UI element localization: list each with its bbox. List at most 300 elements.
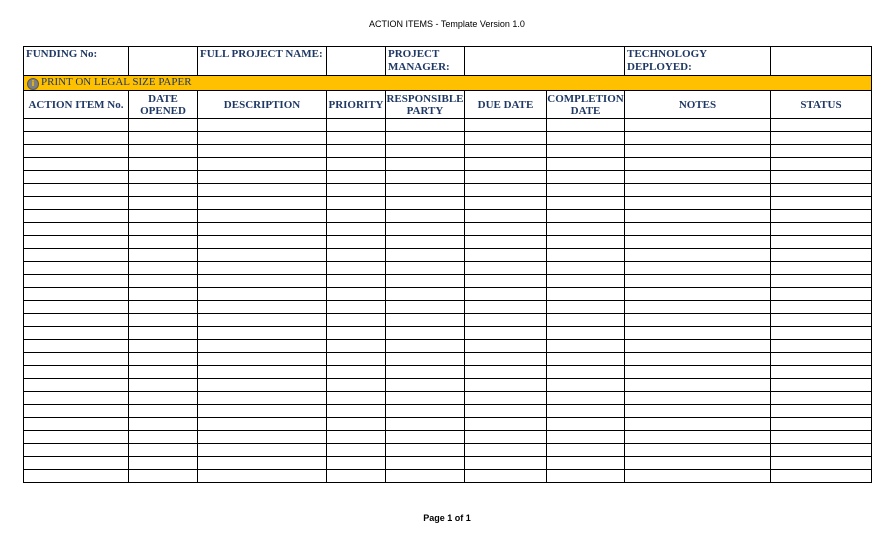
column-header-status: STATUS [771, 91, 872, 119]
print-notice [24, 76, 872, 91]
cell-notes[interactable] [625, 353, 771, 366]
cell-priority[interactable] [327, 197, 386, 210]
cell-status[interactable] [771, 236, 872, 249]
cell-priority[interactable] [327, 119, 386, 132]
cell-status[interactable] [771, 275, 872, 288]
cell-action-item-no[interactable] [24, 444, 129, 457]
table-row [24, 327, 872, 340]
cell-responsible-party[interactable] [386, 288, 465, 301]
cell-date-opened[interactable] [129, 444, 198, 457]
cell-status[interactable] [771, 262, 872, 275]
cell-completion-date[interactable] [547, 158, 625, 171]
cell-action-item-no[interactable] [24, 197, 129, 210]
table-row [24, 262, 872, 275]
cell-completion-date[interactable] [547, 405, 625, 418]
cell-action-item-no[interactable] [24, 210, 129, 223]
cell-responsible-party[interactable] [386, 171, 465, 184]
cell-status[interactable] [771, 249, 872, 262]
cell-status[interactable] [771, 457, 872, 470]
table-row [24, 158, 872, 171]
table-row [24, 366, 872, 379]
cell-status[interactable] [771, 392, 872, 405]
cell-due-date[interactable] [465, 145, 547, 158]
cell-notes[interactable] [625, 457, 771, 470]
cell-notes[interactable] [625, 405, 771, 418]
cell-status[interactable] [771, 366, 872, 379]
cell-priority[interactable] [327, 262, 386, 275]
cell-status[interactable] [771, 184, 872, 197]
cell-date-opened[interactable] [129, 379, 198, 392]
table-row [24, 340, 872, 353]
cell-responsible-party[interactable] [386, 431, 465, 444]
cell-due-date[interactable] [465, 184, 547, 197]
cell-due-date[interactable] [465, 288, 547, 301]
cell-date-opened[interactable] [129, 210, 198, 223]
cell-notes[interactable] [625, 210, 771, 223]
cell-description[interactable] [198, 236, 327, 249]
cell-action-item-no[interactable] [24, 327, 129, 340]
cell-completion-date[interactable] [547, 353, 625, 366]
cell-completion-date[interactable] [547, 249, 625, 262]
cell-description[interactable] [198, 327, 327, 340]
cell-status[interactable] [771, 353, 872, 366]
cell-status[interactable] [771, 405, 872, 418]
cell-action-item-no[interactable] [24, 184, 129, 197]
cell-description[interactable] [198, 223, 327, 236]
cell-priority[interactable] [327, 405, 386, 418]
cell-responsible-party[interactable] [386, 275, 465, 288]
cell-action-item-no[interactable] [24, 353, 129, 366]
cell-due-date[interactable] [465, 470, 547, 483]
cell-due-date[interactable] [465, 340, 547, 353]
cell-date-opened[interactable] [129, 353, 198, 366]
project-manager-label: PROJECT MANAGER: [386, 47, 465, 76]
cell-completion-date[interactable] [547, 470, 625, 483]
cell-date-opened[interactable] [129, 457, 198, 470]
cell-notes[interactable] [625, 184, 771, 197]
cell-responsible-party[interactable] [386, 223, 465, 236]
cell-priority[interactable] [327, 210, 386, 223]
cell-responsible-party[interactable] [386, 457, 465, 470]
cell-completion-date[interactable] [547, 236, 625, 249]
cell-due-date[interactable] [465, 223, 547, 236]
cell-notes[interactable] [625, 301, 771, 314]
cell-status[interactable] [771, 301, 872, 314]
cell-due-date[interactable] [465, 158, 547, 171]
cell-completion-date[interactable] [547, 223, 625, 236]
cell-priority[interactable] [327, 366, 386, 379]
cell-status[interactable] [771, 288, 872, 301]
cell-status[interactable] [771, 119, 872, 132]
cell-description[interactable] [198, 444, 327, 457]
cell-notes[interactable] [625, 275, 771, 288]
cell-responsible-party[interactable] [386, 470, 465, 483]
cell-notes[interactable] [625, 327, 771, 340]
cell-action-item-no[interactable] [24, 223, 129, 236]
cell-completion-date[interactable] [547, 275, 625, 288]
cell-notes[interactable] [625, 158, 771, 171]
column-header-notes: NOTES [625, 91, 771, 119]
cell-description[interactable] [198, 158, 327, 171]
cell-due-date[interactable] [465, 353, 547, 366]
cell-action-item-no[interactable] [24, 288, 129, 301]
cell-date-opened[interactable] [129, 288, 198, 301]
cell-priority[interactable] [327, 132, 386, 145]
cell-action-item-no[interactable] [24, 379, 129, 392]
column-header-row [24, 91, 872, 119]
cell-notes[interactable] [625, 262, 771, 275]
page-title: ACTION ITEMS - Template Version 1.0 [369, 19, 525, 29]
cell-date-opened[interactable] [129, 197, 198, 210]
cell-priority[interactable] [327, 392, 386, 405]
cell-responsible-party[interactable] [386, 210, 465, 223]
cell-action-item-no[interactable] [24, 340, 129, 353]
cell-due-date[interactable] [465, 392, 547, 405]
cell-completion-date[interactable] [547, 340, 625, 353]
cell-priority[interactable] [327, 340, 386, 353]
cell-date-opened[interactable] [129, 340, 198, 353]
cell-status[interactable] [771, 145, 872, 158]
cell-due-date[interactable] [465, 457, 547, 470]
cell-date-opened[interactable] [129, 145, 198, 158]
cell-status[interactable] [771, 418, 872, 431]
cell-action-item-no[interactable] [24, 119, 129, 132]
cell-description[interactable] [198, 184, 327, 197]
cell-responsible-party[interactable] [386, 301, 465, 314]
cell-responsible-party[interactable] [386, 405, 465, 418]
cell-description[interactable] [198, 132, 327, 145]
column-header-description: DESCRIPTION [198, 91, 327, 119]
table-row [24, 457, 872, 470]
cell-notes[interactable] [625, 418, 771, 431]
cell-completion-date[interactable] [547, 210, 625, 223]
info-icon: i [27, 78, 39, 90]
cell-action-item-no[interactable] [24, 457, 129, 470]
table-row [24, 132, 872, 145]
cell-description[interactable] [198, 392, 327, 405]
cell-description[interactable] [198, 301, 327, 314]
cell-priority[interactable] [327, 418, 386, 431]
cell-status[interactable] [771, 223, 872, 236]
cell-priority[interactable] [327, 171, 386, 184]
cell-action-item-no[interactable] [24, 236, 129, 249]
table-row [24, 405, 872, 418]
cell-responsible-party[interactable] [386, 184, 465, 197]
cell-completion-date[interactable] [547, 171, 625, 184]
cell-completion-date[interactable] [547, 132, 625, 145]
cell-action-item-no[interactable] [24, 145, 129, 158]
cell-notes[interactable] [625, 314, 771, 327]
cell-notes[interactable] [625, 223, 771, 236]
cell-description[interactable] [198, 340, 327, 353]
cell-description[interactable] [198, 457, 327, 470]
cell-completion-date[interactable] [547, 119, 625, 132]
cell-completion-date[interactable] [547, 262, 625, 275]
cell-description[interactable] [198, 431, 327, 444]
cell-priority[interactable] [327, 275, 386, 288]
cell-date-opened[interactable] [129, 327, 198, 340]
cell-responsible-party[interactable] [386, 353, 465, 366]
cell-date-opened[interactable] [129, 418, 198, 431]
cell-completion-date[interactable] [547, 392, 625, 405]
cell-priority[interactable] [327, 327, 386, 340]
cell-description[interactable] [198, 210, 327, 223]
cell-status[interactable] [771, 327, 872, 340]
cell-notes[interactable] [625, 431, 771, 444]
cell-responsible-party[interactable] [386, 418, 465, 431]
table-row [24, 470, 872, 483]
table-row [24, 210, 872, 223]
cell-responsible-party[interactable] [386, 158, 465, 171]
cell-date-opened[interactable] [129, 314, 198, 327]
cell-due-date[interactable] [465, 405, 547, 418]
cell-responsible-party[interactable] [386, 340, 465, 353]
cell-priority[interactable] [327, 457, 386, 470]
cell-description[interactable] [198, 119, 327, 132]
cell-notes[interactable] [625, 444, 771, 457]
cell-action-item-no[interactable] [24, 301, 129, 314]
table-row [24, 444, 872, 457]
cell-notes[interactable] [625, 340, 771, 353]
cell-date-opened[interactable] [129, 392, 198, 405]
cell-due-date[interactable] [465, 171, 547, 184]
cell-responsible-party[interactable] [386, 262, 465, 275]
cell-responsible-party[interactable] [386, 249, 465, 262]
cell-action-item-no[interactable] [24, 431, 129, 444]
cell-completion-date[interactable] [547, 145, 625, 158]
cell-due-date[interactable] [465, 275, 547, 288]
table-row [24, 301, 872, 314]
cell-priority[interactable] [327, 236, 386, 249]
cell-priority[interactable] [327, 314, 386, 327]
project-manager-value-cell[interactable] [465, 47, 625, 76]
cell-date-opened[interactable] [129, 405, 198, 418]
cell-date-opened[interactable] [129, 249, 198, 262]
cell-priority[interactable] [327, 379, 386, 392]
column-header-due-date: DUE DATE [465, 91, 547, 119]
cell-date-opened[interactable] [129, 366, 198, 379]
cell-date-opened[interactable] [129, 158, 198, 171]
cell-due-date[interactable] [465, 262, 547, 275]
cell-action-item-no[interactable] [24, 470, 129, 483]
cell-date-opened[interactable] [129, 184, 198, 197]
cell-due-date[interactable] [465, 119, 547, 132]
cell-responsible-party[interactable] [386, 444, 465, 457]
cell-description[interactable] [198, 249, 327, 262]
cell-notes[interactable] [625, 236, 771, 249]
cell-due-date[interactable] [465, 444, 547, 457]
cell-priority[interactable] [327, 431, 386, 444]
cell-priority[interactable] [327, 353, 386, 366]
cell-status[interactable] [771, 470, 872, 483]
cell-status[interactable] [771, 340, 872, 353]
cell-priority[interactable] [327, 301, 386, 314]
cell-action-item-no[interactable] [24, 262, 129, 275]
funding-value-cell[interactable] [129, 47, 198, 76]
cell-responsible-party[interactable] [386, 197, 465, 210]
table-row [24, 236, 872, 249]
cell-status[interactable] [771, 210, 872, 223]
cell-action-item-no[interactable] [24, 314, 129, 327]
cell-date-opened[interactable] [129, 275, 198, 288]
cell-priority[interactable] [327, 158, 386, 171]
cell-status[interactable] [771, 314, 872, 327]
table-row [24, 145, 872, 158]
cell-status[interactable] [771, 171, 872, 184]
cell-responsible-party[interactable] [386, 132, 465, 145]
column-header-completion-date: COMPLETION DATE [547, 92, 624, 117]
cell-status[interactable] [771, 444, 872, 457]
cell-date-opened[interactable] [129, 119, 198, 132]
cell-notes[interactable] [625, 379, 771, 392]
action-items-table [23, 46, 872, 483]
cell-description[interactable] [198, 197, 327, 210]
cell-action-item-no[interactable] [24, 158, 129, 171]
table-row [24, 184, 872, 197]
cell-completion-date[interactable] [547, 444, 625, 457]
cell-date-opened[interactable] [129, 236, 198, 249]
cell-action-item-no[interactable] [24, 275, 129, 288]
cell-date-opened[interactable] [129, 171, 198, 184]
technology-deployed-value-cell[interactable] [771, 47, 872, 76]
cell-notes[interactable] [625, 470, 771, 483]
cell-completion-date[interactable] [547, 327, 625, 340]
cell-responsible-party[interactable] [386, 236, 465, 249]
cell-notes[interactable] [625, 249, 771, 262]
cell-description[interactable] [198, 366, 327, 379]
cell-notes[interactable] [625, 366, 771, 379]
cell-status[interactable] [771, 197, 872, 210]
cell-description[interactable] [198, 145, 327, 158]
cell-completion-date[interactable] [547, 366, 625, 379]
cell-due-date[interactable] [465, 418, 547, 431]
technology-deployed-label: TECHNOLOGY DEPLOYED: [625, 47, 771, 76]
cell-priority[interactable] [327, 444, 386, 457]
cell-notes[interactable] [625, 197, 771, 210]
funding-label: FUNDING No: [24, 47, 129, 76]
cell-completion-date[interactable] [547, 431, 625, 444]
cell-completion-date[interactable] [547, 457, 625, 470]
cell-description[interactable] [198, 314, 327, 327]
cell-priority[interactable] [327, 223, 386, 236]
cell-action-item-no[interactable] [24, 249, 129, 262]
cell-completion-date[interactable] [547, 288, 625, 301]
table-row [24, 314, 872, 327]
cell-responsible-party[interactable] [386, 314, 465, 327]
cell-responsible-party[interactable] [386, 366, 465, 379]
cell-completion-date[interactable] [547, 184, 625, 197]
cell-completion-date[interactable] [547, 418, 625, 431]
project-name-value-cell[interactable] [327, 47, 386, 76]
cell-date-opened[interactable] [129, 470, 198, 483]
cell-date-opened[interactable] [129, 301, 198, 314]
cell-completion-date[interactable] [547, 314, 625, 327]
cell-due-date[interactable] [465, 314, 547, 327]
cell-action-item-no[interactable] [24, 171, 129, 184]
cell-notes[interactable] [625, 132, 771, 145]
cell-responsible-party[interactable] [386, 327, 465, 340]
cell-responsible-party[interactable] [386, 379, 465, 392]
table-row [24, 223, 872, 236]
cell-priority[interactable] [327, 184, 386, 197]
project-name-label: FULL PROJECT NAME: [198, 47, 327, 76]
cell-due-date[interactable] [465, 236, 547, 249]
table-row [24, 249, 872, 262]
table-row [24, 431, 872, 444]
cell-status[interactable] [771, 132, 872, 145]
table-row [24, 353, 872, 366]
cell-notes[interactable] [625, 171, 771, 184]
cell-description[interactable] [198, 470, 327, 483]
cell-status[interactable] [771, 158, 872, 171]
print-notice-text: PRINT ON LEGAL SIZE PAPER [41, 76, 192, 88]
cell-notes[interactable] [625, 392, 771, 405]
cell-action-item-no[interactable] [24, 132, 129, 145]
cell-priority[interactable] [327, 249, 386, 262]
cell-due-date[interactable] [465, 366, 547, 379]
cell-due-date[interactable] [465, 249, 547, 262]
cell-due-date[interactable] [465, 431, 547, 444]
table-row [24, 288, 872, 301]
cell-date-opened[interactable] [129, 431, 198, 444]
table-row [24, 119, 872, 132]
cell-completion-date[interactable] [547, 379, 625, 392]
cell-date-opened[interactable] [129, 223, 198, 236]
cell-due-date[interactable] [465, 210, 547, 223]
project-info-row [24, 47, 872, 76]
table-row [24, 171, 872, 184]
cell-due-date[interactable] [465, 327, 547, 340]
cell-date-opened[interactable] [129, 132, 198, 145]
table-row [24, 197, 872, 210]
cell-description[interactable] [198, 405, 327, 418]
cell-description[interactable] [198, 262, 327, 275]
cell-date-opened[interactable] [129, 262, 198, 275]
cell-responsible-party[interactable] [386, 145, 465, 158]
cell-priority[interactable] [327, 288, 386, 301]
cell-description[interactable] [198, 418, 327, 431]
cell-due-date[interactable] [465, 197, 547, 210]
cell-notes[interactable] [625, 288, 771, 301]
cell-priority[interactable] [327, 145, 386, 158]
column-header-date-opened: DATE OPENED [129, 91, 198, 119]
cell-status[interactable] [771, 379, 872, 392]
cell-description[interactable] [198, 275, 327, 288]
cell-due-date[interactable] [465, 301, 547, 314]
table-row [24, 392, 872, 405]
cell-notes[interactable] [625, 119, 771, 132]
cell-action-item-no[interactable] [24, 418, 129, 431]
cell-action-item-no[interactable] [24, 405, 129, 418]
cell-notes[interactable] [625, 145, 771, 158]
cell-responsible-party[interactable] [386, 119, 465, 132]
cell-action-item-no[interactable] [24, 366, 129, 379]
column-header-priority: PRIORITY [327, 91, 386, 119]
cell-status[interactable] [771, 431, 872, 444]
cell-due-date[interactable] [465, 379, 547, 392]
cell-priority[interactable] [327, 470, 386, 483]
cell-completion-date[interactable] [547, 301, 625, 314]
cell-description[interactable] [198, 379, 327, 392]
page-number-footer: Page 1 of 1 [423, 513, 471, 523]
cell-responsible-party[interactable] [386, 392, 465, 405]
cell-due-date[interactable] [465, 132, 547, 145]
cell-completion-date[interactable] [547, 197, 625, 210]
cell-action-item-no[interactable] [24, 392, 129, 405]
cell-description[interactable] [198, 353, 327, 366]
cell-description[interactable] [198, 288, 327, 301]
cell-description[interactable] [198, 171, 327, 184]
